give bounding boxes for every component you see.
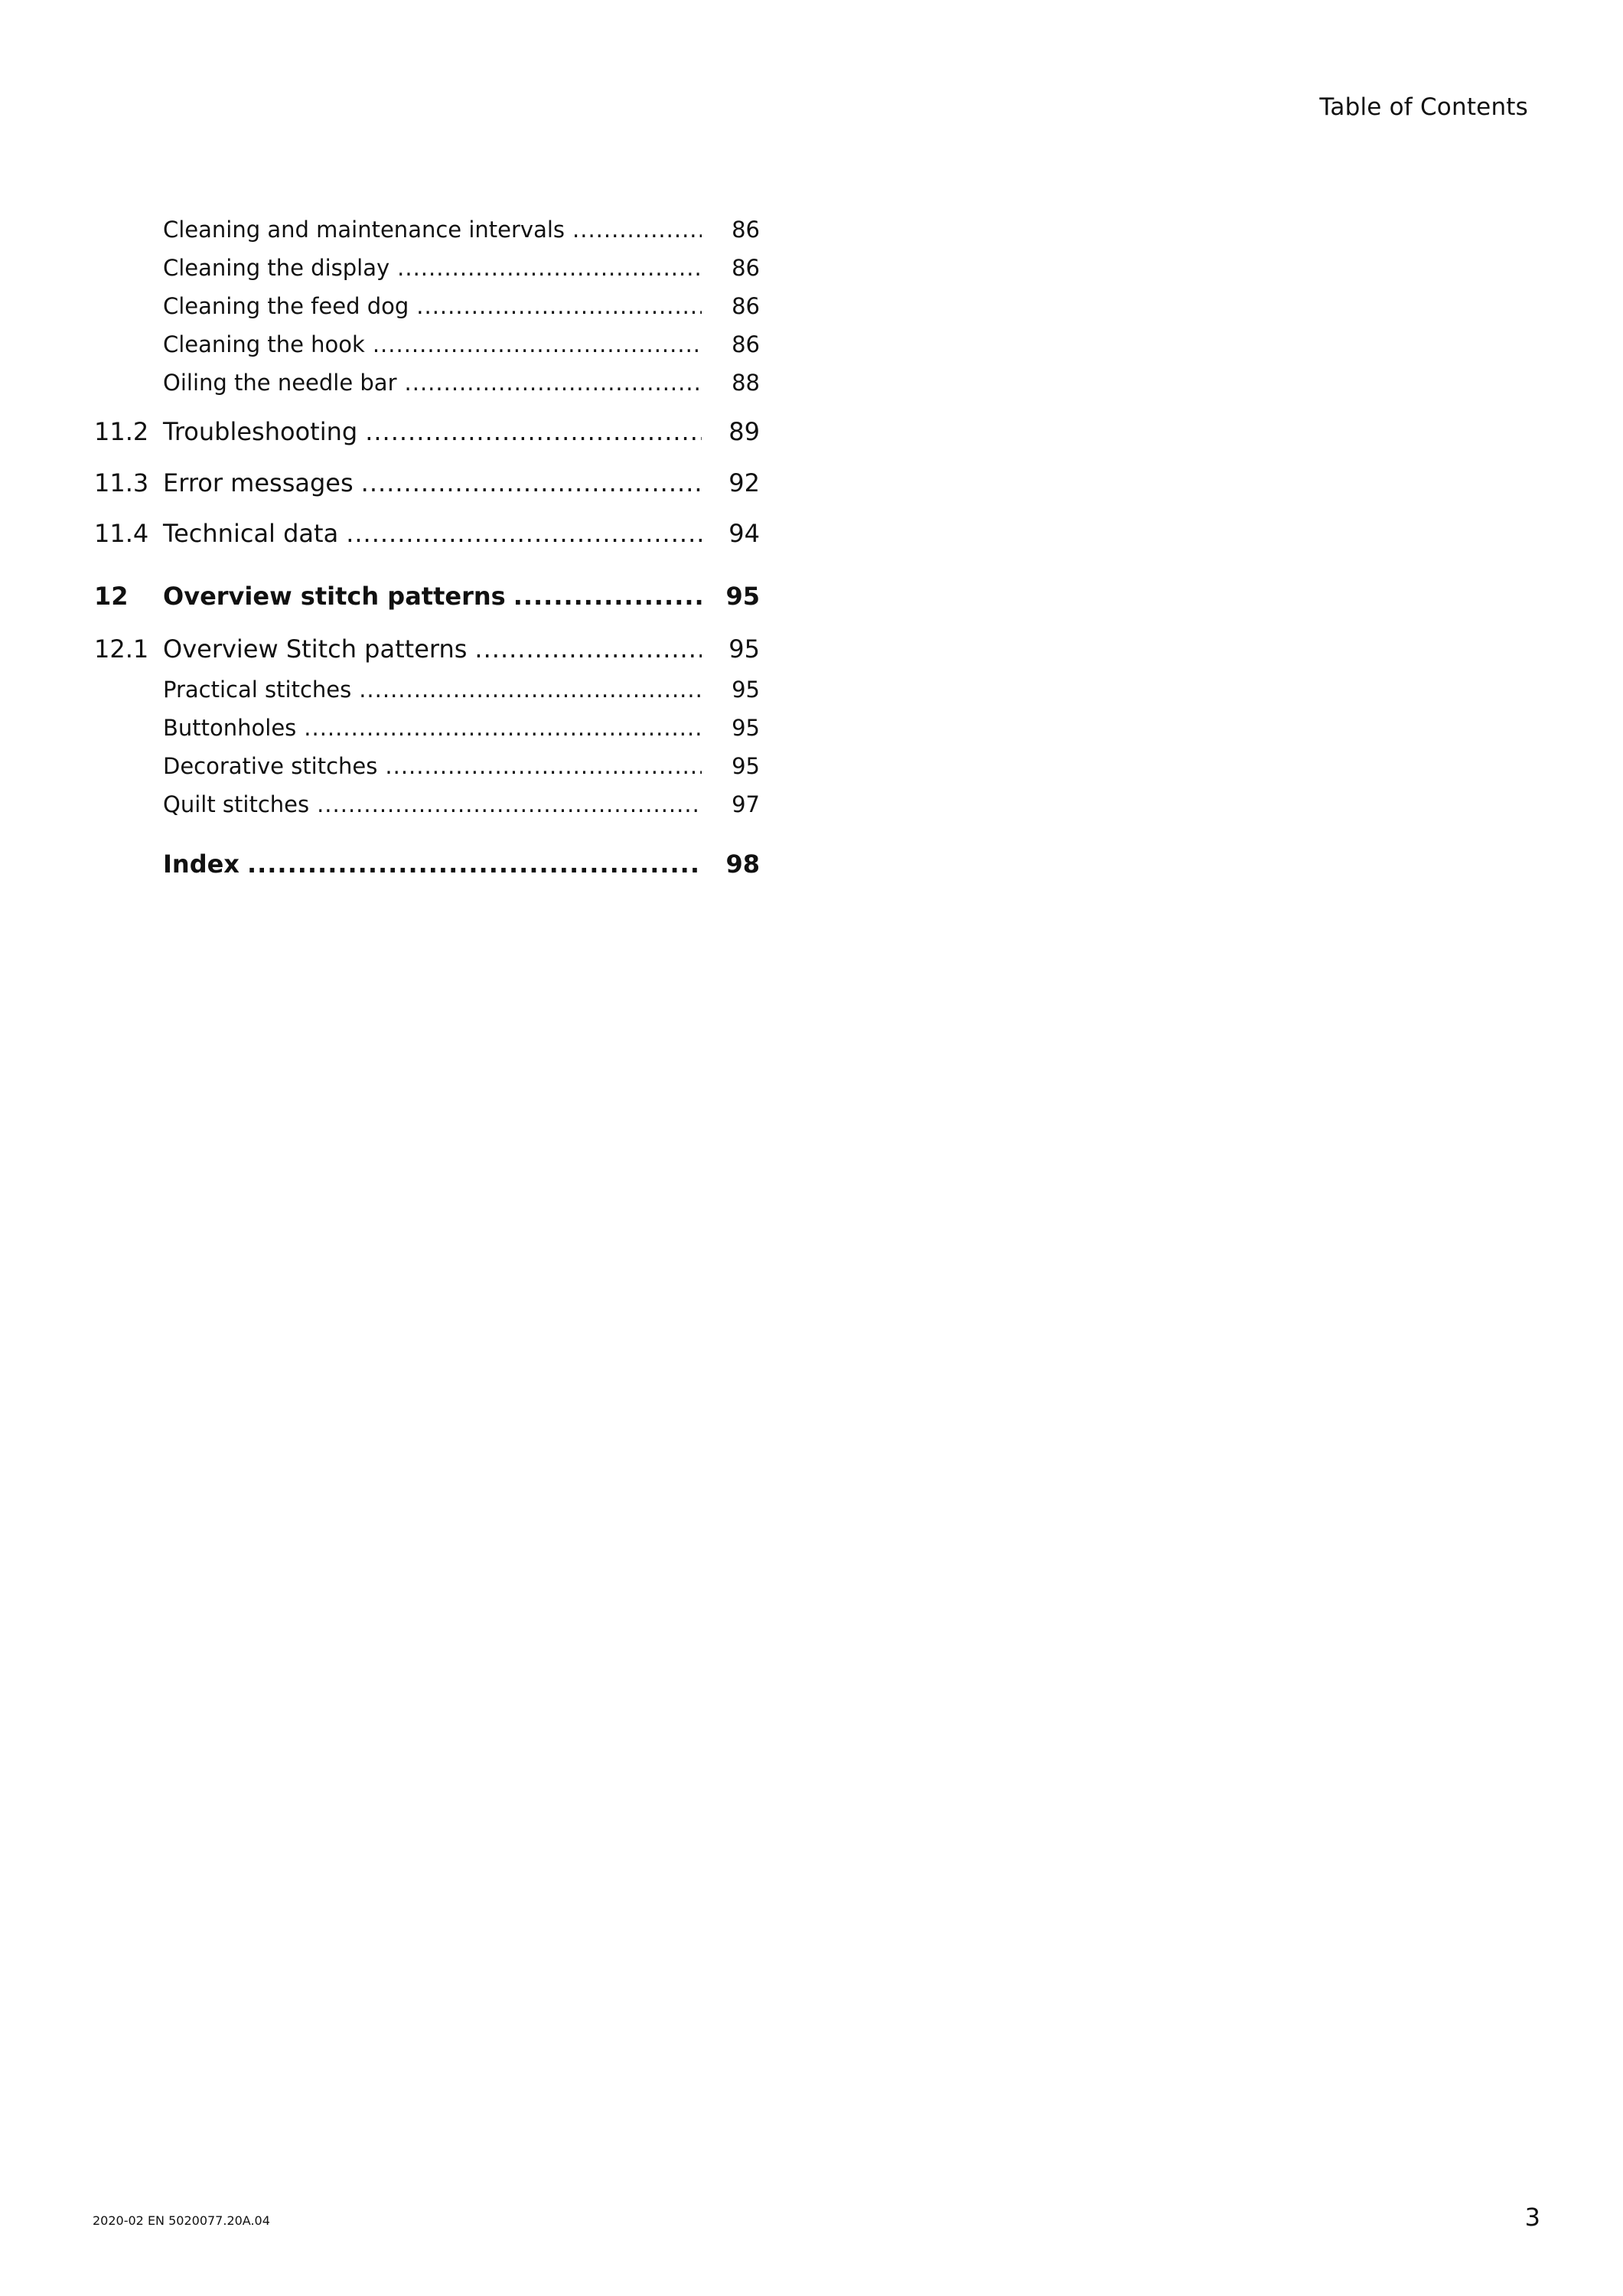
toc-leader-dots: [405, 370, 702, 396]
toc-entry-page: 86: [732, 217, 760, 243]
toc-entry-page: 89: [728, 417, 760, 446]
toc-entry-page: 94: [728, 519, 760, 548]
toc-entry-page: 86: [732, 331, 760, 357]
toc-entry-page: 86: [732, 255, 760, 281]
toc-leader-dots: [572, 217, 702, 243]
toc-entry-page: 95: [732, 753, 760, 779]
toc-leader-dots: [317, 791, 702, 817]
toc-entry-page: 92: [728, 468, 760, 497]
toc-entry-title: Decorative stitches: [163, 753, 378, 779]
toc-entry-page: 95: [732, 677, 760, 703]
toc-entry-title: Buttonholes: [163, 715, 297, 741]
toc-entry-page: 95: [732, 715, 760, 741]
toc-leader-dots: [416, 293, 702, 319]
page-number: 3: [1524, 2203, 1540, 2232]
toc-entry-number: 12: [94, 582, 129, 611]
toc-entry-number: 12.1: [94, 634, 149, 664]
toc-entry-title: Quilt stitches: [163, 791, 310, 817]
toc-entry-number: 11.2: [94, 417, 149, 446]
toc-leader-dots: [365, 417, 702, 446]
toc-entry-page: 86: [732, 293, 760, 319]
document-code: 2020-02 EN 5020077.20A.04: [93, 2213, 270, 2228]
toc-entry-title: Overview Stitch patterns: [163, 634, 468, 664]
toc-entry-number: 11.4: [94, 519, 149, 548]
toc-entry-page: 97: [732, 791, 760, 817]
toc-entry-title: Index: [163, 850, 240, 879]
toc-leader-dots: [474, 634, 702, 664]
toc-entry-title: Overview stitch patterns: [163, 582, 506, 611]
toc-entry-title: Cleaning the display: [163, 255, 390, 281]
toc-leader-dots: [385, 753, 702, 779]
toc-entry-title: Cleaning the hook: [163, 331, 365, 357]
toc-leader-dots: [373, 331, 702, 357]
toc-leader-dots: [359, 677, 702, 703]
toc-entry-page: 95: [728, 634, 760, 664]
toc-leader-dots: [513, 582, 702, 611]
toc-leader-dots: [247, 850, 702, 879]
toc-leader-dots: [304, 715, 702, 741]
toc-entry-title: Practical stitches: [163, 677, 352, 703]
toc-entry-title: Error messages: [163, 468, 354, 497]
toc-entry-page: 95: [725, 582, 760, 611]
toc-entry-title: Cleaning the feed dog: [163, 293, 409, 319]
toc-entry-page: 98: [725, 850, 760, 879]
page-header-title: Table of Contents: [1319, 93, 1528, 121]
toc-leader-dots: [361, 468, 702, 497]
toc-entry-number: 11.3: [94, 468, 149, 497]
toc-entry-title: Technical data: [163, 519, 339, 548]
toc-leader-dots: [397, 255, 702, 281]
toc-entry-title: Oiling the needle bar: [163, 370, 397, 396]
toc-leader-dots: [346, 519, 702, 548]
toc-entry-page: 88: [732, 370, 760, 396]
toc-entry-title: Troubleshooting: [163, 417, 358, 446]
toc-entry-title: Cleaning and maintenance intervals: [163, 217, 565, 243]
